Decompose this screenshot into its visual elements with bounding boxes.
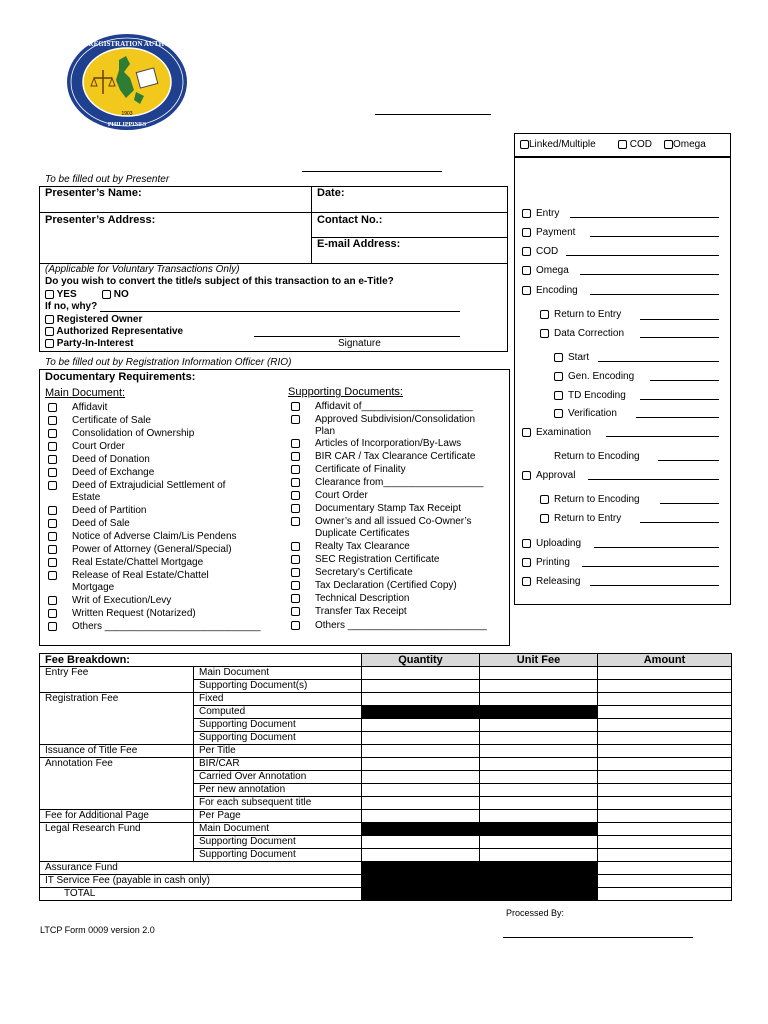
checkbox[interactable] (291, 504, 300, 513)
checkbox[interactable] (522, 247, 531, 256)
checkbox[interactable] (48, 442, 57, 451)
checkbox[interactable] (522, 266, 531, 275)
fee-amount-cell[interactable] (598, 862, 732, 875)
fee-unit-fee-cell[interactable] (480, 849, 598, 862)
fee-row (40, 693, 732, 706)
checkbox[interactable] (291, 542, 300, 551)
fee-row (40, 706, 732, 719)
supporting-doc-item[interactable]: BIR CAR / Tax Clearance Certificate (291, 451, 300, 463)
checkbox[interactable] (554, 353, 563, 362)
checkbox[interactable] (48, 545, 57, 554)
etitle-no[interactable]: NO (102, 289, 129, 301)
checkbox[interactable] (291, 517, 300, 526)
svg-text:PHILIPPINES: PHILIPPINES (107, 122, 147, 128)
workflow-step[interactable]: Uploading (522, 538, 581, 550)
fee-row (40, 797, 732, 810)
fee-quantity-cell[interactable] (362, 667, 480, 680)
workflow-step[interactable]: Return to Encoding (554, 451, 640, 462)
workflow-blank-line[interactable] (590, 585, 719, 586)
fee-quantity-cell[interactable] (362, 693, 480, 706)
fee-name-cell: Legal Research Fund (40, 823, 194, 836)
supporting-doc-label: Supporting Documents: (288, 386, 403, 398)
option-omega[interactable]: Omega (664, 139, 706, 151)
checkbox[interactable] (291, 607, 300, 616)
workflow-step[interactable]: Encoding (522, 285, 578, 297)
processed-by-label: Processed By: (506, 908, 565, 918)
fee-amount-cell[interactable] (598, 823, 732, 836)
fee-sub-cell: Carried Over Annotation (194, 771, 362, 784)
workflow-blank-line[interactable] (590, 294, 719, 295)
main-doc-item[interactable]: Real Estate/Chattel Mortgage (48, 557, 57, 569)
main-doc-item[interactable]: Written Request (Notarized) (48, 608, 57, 620)
checkbox[interactable] (618, 140, 627, 149)
checkbox[interactable] (48, 558, 57, 567)
checkbox[interactable] (522, 209, 531, 218)
checkbox[interactable] (48, 571, 57, 580)
main-doc-label: Main Document: (45, 387, 126, 399)
role-party-in-interest[interactable]: Party-In-Interest (45, 338, 133, 350)
fee-unit-fee-cell[interactable] (480, 732, 598, 745)
checkbox[interactable] (291, 465, 300, 474)
workflow-step[interactable]: COD (522, 246, 558, 258)
main-doc-item[interactable]: Deed of Donation (48, 454, 57, 466)
checkbox[interactable] (45, 290, 54, 299)
workflow-step[interactable]: Approval (522, 470, 575, 482)
fee-quantity-cell (362, 888, 480, 901)
ifno-line[interactable] (100, 311, 460, 312)
checkbox[interactable] (554, 391, 563, 400)
checkbox[interactable] (45, 315, 54, 324)
workflow-step[interactable]: Payment (522, 227, 575, 239)
fee-name-cell (40, 849, 194, 862)
fee-name-cell: Registration Fee (40, 693, 194, 706)
fee-amount-cell[interactable] (598, 849, 732, 862)
checkbox[interactable] (522, 471, 531, 480)
fee-name-cell (40, 706, 194, 719)
checkbox[interactable] (522, 228, 531, 237)
checkbox[interactable] (291, 581, 300, 590)
workflow-step[interactable]: Return to Entry (540, 513, 621, 525)
fee-amount-cell[interactable] (598, 667, 732, 680)
fee-row (40, 680, 732, 693)
workflow-blank-line[interactable] (588, 479, 719, 480)
checkbox[interactable] (540, 310, 549, 319)
workflow-blank-line[interactable] (590, 236, 719, 237)
fee-name-cell: TOTAL (40, 888, 362, 901)
workflow-blank-line[interactable] (582, 566, 719, 567)
workflow-step[interactable]: Examination (522, 427, 591, 439)
checkbox[interactable] (291, 621, 300, 630)
ifno-label: If no, why? (45, 301, 98, 312)
fee-unit-fee-cell[interactable] (480, 667, 598, 680)
checkbox[interactable] (291, 568, 300, 577)
fee-sub-cell: Per new annotation (194, 784, 362, 797)
fee-sub-cell: Per Page (194, 810, 362, 823)
fee-quantity-cell[interactable] (362, 784, 480, 797)
workflow-blank-line[interactable] (570, 217, 719, 218)
fee-sub-cell: Fixed (194, 693, 362, 706)
fee-amount-cell[interactable] (598, 875, 732, 888)
workflow-blank-line[interactable] (658, 460, 719, 461)
fee-name-cell: Issuance of Title Fee (40, 745, 194, 758)
fee-unit-fee-cell[interactable] (480, 771, 598, 784)
fee-row (40, 823, 732, 836)
fee-quantity-cell[interactable] (362, 849, 480, 862)
supporting-doc-item[interactable]: Articles of Incorporation/By-Laws (291, 438, 300, 450)
fee-amount-cell[interactable] (598, 680, 732, 693)
role-registered-owner[interactable]: Registered Owner (45, 314, 142, 326)
checkbox[interactable] (48, 403, 57, 412)
fee-sub-cell: Main Document (194, 823, 362, 836)
supporting-doc-item[interactable]: Tax Declaration (Certified Copy) (291, 580, 300, 592)
main-doc-item[interactable]: Deed of Partition (48, 505, 57, 517)
main-doc-item[interactable]: Deed of Sale (48, 518, 57, 530)
fee-name-cell: IT Service Fee (payable in cash only) (40, 875, 362, 888)
checkbox[interactable] (291, 594, 300, 603)
workflow-step[interactable]: Start (554, 352, 589, 364)
fee-row (40, 719, 732, 732)
presenter-name-label: Presenter’s Name: (45, 187, 142, 199)
fee-quantity-cell[interactable] (362, 745, 480, 758)
supporting-doc-item[interactable]: Owner’s and all issued Co-Owner’s (291, 516, 300, 528)
fee-name-cell: Fee for Additional Page (40, 810, 194, 823)
main-doc-item[interactable]: Affidavit (48, 402, 57, 414)
fee-unit-fee-cell (480, 823, 598, 836)
workflow-step[interactable]: Return to Encoding (540, 494, 640, 506)
checkbox[interactable] (554, 372, 563, 381)
fee-unit-fee-cell (480, 862, 598, 875)
fee-row (40, 836, 732, 849)
checkbox[interactable] (48, 519, 57, 528)
fee-breakdown-table (39, 653, 732, 901)
processed-by-line[interactable] (503, 937, 693, 938)
checkbox[interactable] (48, 506, 57, 515)
etitle-yes[interactable]: YES (45, 289, 77, 301)
main-doc-item[interactable]: Deed of Extrajudicial Settlement of (48, 480, 57, 492)
fee-sub-cell: Supporting Document (194, 732, 362, 745)
fee-quantity-cell[interactable] (362, 797, 480, 810)
fee-name-cell (40, 771, 194, 784)
supporting-doc-item[interactable]: Transfer Tax Receipt (291, 606, 300, 618)
fee-name-cell: Entry Fee (40, 667, 194, 680)
role-authorized-rep[interactable]: Authorized Representative (45, 326, 183, 338)
fee-unit-fee-cell[interactable] (480, 784, 598, 797)
checkbox[interactable] (554, 409, 563, 418)
svg-text:LAND REGISTRATION AUTHORITY: LAND REGISTRATION AUTHORITY (66, 40, 188, 48)
fee-sub-cell: Supporting Document(s) (194, 680, 362, 693)
fee-unit-fee-cell[interactable] (480, 758, 598, 771)
checkbox[interactable] (45, 339, 54, 348)
checkbox[interactable] (291, 452, 300, 461)
checkbox[interactable] (291, 491, 300, 500)
fee-amount-cell[interactable] (598, 784, 732, 797)
fee-quantity-cell[interactable] (362, 771, 480, 784)
fee-table-header (40, 654, 732, 667)
main-doc-item[interactable]: Notice of Adverse Claim/Lis Pendens (48, 531, 57, 543)
supporting-doc-item[interactable]: Others _________________________ (291, 620, 300, 632)
checkbox[interactable] (291, 415, 300, 424)
fee-quantity-cell[interactable] (362, 732, 480, 745)
supporting-doc-item[interactable]: Documentary Stamp Tax Receipt (291, 503, 300, 515)
checkbox[interactable] (48, 622, 57, 631)
fee-amount-cell[interactable] (598, 810, 732, 823)
fee-quantity-cell[interactable] (362, 810, 480, 823)
supporting-doc-item[interactable]: Court Order (291, 490, 300, 502)
checkbox[interactable] (522, 577, 531, 586)
doc-req-label: Documentary Requirements: (45, 371, 196, 383)
workflow-step[interactable]: Data Correction (540, 328, 624, 340)
checkbox[interactable] (48, 596, 57, 605)
main-doc-item[interactable]: Certificate of Sale (48, 415, 57, 427)
signature-label: Signature (338, 338, 381, 349)
workflow-blank-line[interactable] (580, 274, 719, 275)
fee-row (40, 784, 732, 797)
fee-sub-cell: Per Title (194, 745, 362, 758)
fee-amount-cell[interactable] (598, 719, 732, 732)
workflow-step[interactable]: Gen. Encoding (554, 371, 634, 383)
fee-unit-fee-cell (480, 706, 598, 719)
date-label: Date: (317, 187, 345, 199)
fee-sub-cell: Supporting Document (194, 719, 362, 732)
signature-line[interactable] (254, 336, 460, 337)
voluntary-note: (Applicable for Voluntary Transactions Only) (45, 264, 240, 275)
fee-name-cell (40, 836, 194, 849)
fee-unit-fee-cell[interactable] (480, 745, 598, 758)
fee-amount-cell[interactable] (598, 693, 732, 706)
fee-unit-fee-cell (480, 875, 598, 888)
option-cod[interactable]: COD (618, 139, 652, 151)
col-amount: Amount (598, 654, 732, 667)
workflow-blank-line[interactable] (640, 522, 719, 523)
workflow-blank-line[interactable] (650, 380, 719, 381)
presenter-section-note: To be filled out by Presenter (45, 174, 170, 185)
checkbox[interactable] (522, 286, 531, 295)
contact-label: Contact No.: (317, 214, 383, 226)
workflow-blank-line[interactable] (640, 319, 719, 320)
main-doc-item[interactable]: Power of Attorney (General/Special) (48, 544, 57, 556)
fee-unit-fee-cell[interactable] (480, 797, 598, 810)
main-doc-item[interactable]: Deed of Exchange (48, 467, 57, 479)
fee-amount-cell[interactable] (598, 797, 732, 810)
fee-unit-fee-cell (480, 888, 598, 901)
checkbox[interactable] (48, 429, 57, 438)
checkbox[interactable] (291, 555, 300, 564)
main-doc-item[interactable]: Consolidation of Ownership (48, 428, 57, 440)
checkbox[interactable] (664, 140, 673, 149)
fee-name-cell (40, 719, 194, 732)
fee-amount-cell[interactable] (598, 758, 732, 771)
fee-quantity-cell[interactable] (362, 680, 480, 693)
fee-row (40, 745, 732, 758)
fee-amount-cell[interactable] (598, 836, 732, 849)
fee-row (40, 862, 732, 875)
workflow-step[interactable]: Printing (522, 557, 570, 569)
supporting-doc-item[interactable]: Technical Description (291, 593, 300, 605)
fee-row (40, 758, 732, 771)
fee-row (40, 771, 732, 784)
fee-amount-cell[interactable] (598, 706, 732, 719)
fee-quantity-cell[interactable] (362, 719, 480, 732)
checkbox[interactable] (45, 327, 54, 336)
checkbox[interactable] (540, 514, 549, 523)
checkbox[interactable] (291, 478, 300, 487)
fee-quantity-cell (362, 706, 480, 719)
fee-amount-cell[interactable] (598, 745, 732, 758)
fee-row (40, 667, 732, 680)
lra-seal-icon (64, 32, 190, 132)
fee-name-cell: Assurance Fund (40, 862, 362, 875)
svg-text:1903: 1903 (121, 111, 133, 117)
fee-row (40, 732, 732, 745)
checkbox[interactable] (522, 558, 531, 567)
fee-unit-fee-cell[interactable] (480, 693, 598, 706)
checkbox[interactable] (291, 439, 300, 448)
lra-seal-logo (64, 32, 190, 132)
fee-name-cell (40, 784, 194, 797)
fee-quantity-cell (362, 875, 480, 888)
supporting-doc-item[interactable]: Affidavit of____________________ (291, 401, 300, 413)
col-quantity: Quantity (362, 654, 480, 667)
option-linked-multiple[interactable]: Linked/Multiple (520, 139, 596, 151)
supporting-doc-item[interactable]: Approved Subdivision/Consolidation (291, 414, 300, 426)
workflow-step[interactable]: TD Encoding (554, 390, 626, 402)
fee-quantity-cell (362, 862, 480, 875)
fee-breakdown-title: Fee Breakdown: (40, 654, 362, 667)
checkbox[interactable] (540, 329, 549, 338)
workflow-blank-line[interactable] (594, 547, 719, 548)
checkbox[interactable] (48, 609, 57, 618)
fee-row (40, 849, 732, 862)
workflow-blank-line[interactable] (640, 399, 719, 400)
presenter-address-label: Presenter’s Address: (45, 214, 156, 226)
fee-name-cell (40, 732, 194, 745)
workflow-blank-line[interactable] (606, 436, 719, 437)
fee-row (40, 875, 732, 888)
fee-sub-cell: For each subsequent title (194, 797, 362, 810)
fee-sub-cell: BIR/CAR (194, 758, 362, 771)
form-version: LTCP Form 0009 version 2.0 (40, 925, 155, 935)
main-doc-item[interactable]: Court Order (48, 441, 57, 453)
col-unit-fee: Unit Fee (480, 654, 598, 667)
supporting-doc-item[interactable]: Secretary’s Certificate (291, 567, 300, 579)
fee-sub-cell: Computed (194, 706, 362, 719)
subheader-blank-line (302, 171, 442, 172)
email-label: E-mail Address: (317, 238, 401, 250)
fee-unit-fee-cell[interactable] (480, 836, 598, 849)
etitle-question: Do you wish to convert the title/s subject of this transaction to an e-Title? (45, 276, 394, 287)
fee-sub-cell: Main Document (194, 667, 362, 680)
workflow-step[interactable]: Entry (522, 208, 559, 220)
workflow-step[interactable]: Releasing (522, 576, 580, 588)
main-doc-item[interactable]: Release of Real Estate/Chattel (48, 570, 57, 582)
checkbox[interactable] (522, 539, 531, 548)
fee-row (40, 888, 732, 901)
checkbox[interactable] (291, 402, 300, 411)
fee-unit-fee-cell[interactable] (480, 810, 598, 823)
workflow-blank-line[interactable] (598, 361, 719, 362)
main-doc-item[interactable]: Others ____________________________ (48, 621, 57, 633)
workflow-blank-line[interactable] (660, 503, 719, 504)
fee-amount-cell[interactable] (598, 771, 732, 784)
fee-amount-cell[interactable] (598, 732, 732, 745)
fee-unit-fee-cell[interactable] (480, 680, 598, 693)
checkbox[interactable] (48, 416, 57, 425)
fee-name-cell: Annotation Fee (40, 758, 194, 771)
supporting-doc-item[interactable]: Realty Tax Clearance (291, 541, 300, 553)
checkbox[interactable] (48, 468, 57, 477)
fee-row (40, 810, 732, 823)
fee-quantity-cell[interactable] (362, 836, 480, 849)
rio-section-note: To be filled out by Registration Information Officer (RIO) (45, 357, 292, 368)
checkbox[interactable] (48, 481, 57, 490)
fee-quantity-cell (362, 823, 480, 836)
checkbox[interactable] (522, 428, 531, 437)
fee-name-cell (40, 797, 194, 810)
header-blank-line (375, 114, 491, 115)
checkbox[interactable] (102, 290, 111, 299)
checkbox[interactable] (520, 140, 529, 149)
workflow-step[interactable]: Verification (554, 408, 617, 420)
workflow-blank-line[interactable] (566, 255, 719, 256)
fee-sub-cell: Supporting Document (194, 836, 362, 849)
main-doc-item[interactable]: Writ of Execution/Levy (48, 595, 57, 607)
fee-sub-cell: Supporting Document (194, 849, 362, 862)
checkbox[interactable] (48, 532, 57, 541)
fee-quantity-cell[interactable] (362, 758, 480, 771)
checkbox[interactable] (48, 455, 57, 464)
workflow-blank-line[interactable] (636, 417, 719, 418)
supporting-doc-item[interactable]: Certificate of Finality (291, 464, 300, 476)
workflow-blank-line[interactable] (640, 337, 719, 338)
checkbox[interactable] (540, 495, 549, 504)
fee-name-cell (40, 680, 194, 693)
supporting-doc-item[interactable]: Clearance from__________________ (291, 477, 300, 489)
workflow-step[interactable]: Return to Entry (540, 309, 621, 321)
workflow-step[interactable]: Omega (522, 265, 569, 277)
fee-unit-fee-cell[interactable] (480, 719, 598, 732)
supporting-doc-item[interactable]: SEC Registration Certificate (291, 554, 300, 566)
fee-amount-cell[interactable] (598, 888, 732, 901)
